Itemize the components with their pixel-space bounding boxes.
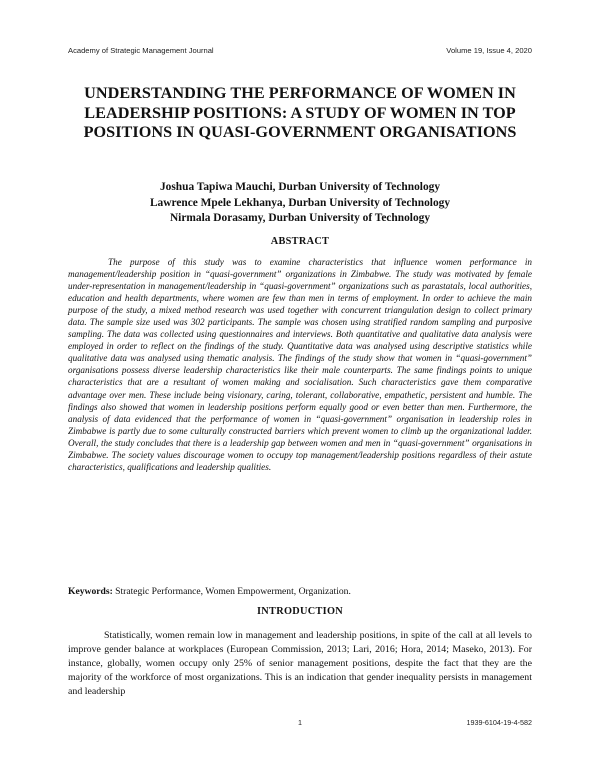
journal-name: Academy of Strategic Management Journal bbox=[68, 46, 214, 55]
author-line: Joshua Tapiwa Mauchi, Durban University of Technology bbox=[159, 181, 441, 193]
keywords bbox=[68, 586, 532, 597]
abstract-text: The purpose of this study was to examine characteristics that influence women performance in management/leadership position in “quasi-government” organizations in Zimbabwe. The study was motivated by female under-representation in management/leadership in “quasi-government” organizations such as parastatals, local authorities, education and health departments, where women are few than men in terms of employment. In order to achieve the main purpose of the study, a mixed method research was used together with concurrent triangulation design to collect primary data. The sample size used was 302 participants. The sample was chosen using stratified random sampling and purposive sampling. The data was collected using questionnaires and interviews. Both quantitative and qualitative data analysis were employed in order to reflect on the findings of the study. Quantitative data was analysed using descriptive statistics while qualitative data was analysed using thematic analysis. The findings of the study show that women in “quasi-government” organisations possess diverse leadership characteristics like their male counterparts. The same findings points to unique characteristics that are a resultant of women making and socialisation. Such characteristics gave them comparative advantage over men. These include being visionary, caring, tolerant, collaborative, empathetic, persistent and humble. The findings also showed that women in leadership positions perform equally good or even better than men. Furthermore, the analysis of data evidenced that the performance of women in “quasi-government” organisation in leadership roles in Zimbabwe is partly due to some culturally constructed barriers which prevent women to climb up the organizational ladder. Overall, the study concludes that there is a leadership gap between women and men in “quasi-government” organisations in Zimbabwe. The society values discourage women to occupy top management/leadership positions regardless of their astute characteristics, qualifications and leadership qualities. bbox=[68, 257, 532, 472]
issue-info: Volume 19, Issue 4, 2020 bbox=[446, 46, 532, 55]
abstract-heading: ABSTRACT bbox=[270, 236, 330, 247]
article-code: 1939-6104-19-4-582 bbox=[466, 718, 532, 727]
introduction-text: Statistically, women remain low in management and leadership positions, in spite of the call at all levels to improve gender balance at workplaces (European Commission, 2013; Lari, 2016; Hora, 2014; Maseko, 2013). For instance, globally, women occupy only 25% of senior management positions, despite the fact that they are the majority of the workforce of most organizations. This is an indication that gender inequality persists in management and leadership bbox=[68, 630, 532, 698]
page-footer bbox=[68, 718, 532, 730]
keywords-text: Strategic Performance, Women Empowerment, Organization. bbox=[112, 586, 351, 597]
keywords-label: Keywords: bbox=[68, 586, 113, 597]
author-list bbox=[60, 180, 540, 227]
author-line: Nirmala Dorasamy, Durban University of Technology bbox=[169, 212, 431, 224]
introduction-heading: INTRODUCTION bbox=[257, 606, 343, 617]
paper-title: UNDERSTANDING THE PERFORMANCE OF WOMEN IN LEADERSHIP POSITIONS: A STUDY OF WOMEN IN TOP POSITIONS IN QUASI-GOVERNMENT ORGANISATIONS bbox=[83, 84, 517, 141]
page-number: 1 bbox=[298, 718, 302, 727]
running-header bbox=[68, 46, 532, 55]
author-line: Lawrence Mpele Lekhanya, Durban University of Technology bbox=[149, 196, 451, 209]
